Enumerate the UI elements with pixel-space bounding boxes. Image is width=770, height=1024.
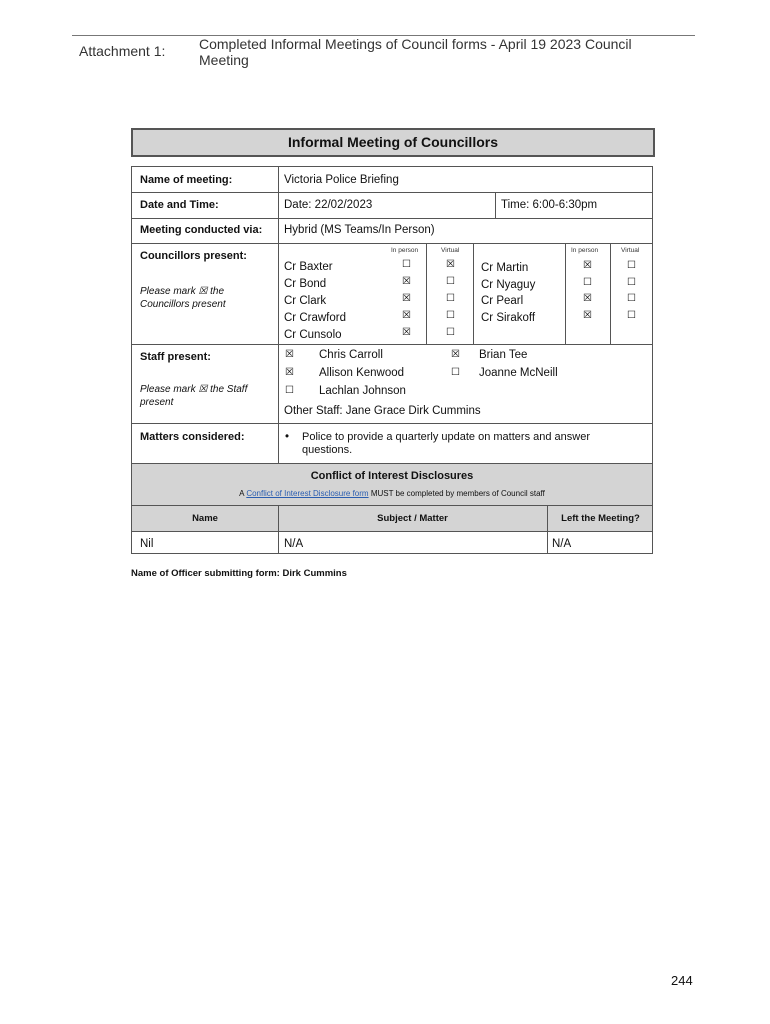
name-of-meeting-label: Name of meeting: [140,174,233,186]
staff-checkbox-5[interactable]: ☐ [285,385,294,396]
councillors_left-name-4: Cr Crawford [284,312,346,324]
coi-form-link[interactable]: Conflict of Interest Disclosure form [246,489,369,498]
staff-checkbox-4[interactable]: ☐ [451,367,460,378]
col-left-header: Left the Meeting? [561,513,640,524]
councillors_left-virtual-checkbox-5[interactable]: ☐ [446,327,455,338]
councillors-present-label: Councillors present: [140,250,247,262]
col-in-person-left: In person [391,247,419,254]
officer-submitting: Name of Officer submitting form: Dirk Cummins [131,568,347,579]
date-time-label: Date and Time: [140,199,219,211]
councillors_left-in-person-checkbox-2[interactable]: ☒ [402,276,411,287]
name-of-meeting-value: Victoria Police Briefing [284,174,399,186]
time-value: Time: 6:00-6:30pm [501,199,598,211]
councillors_right-name-3: Cr Pearl [481,295,524,307]
conducted-via-label: Meeting conducted via: [140,224,263,236]
page-number: 244 [671,973,693,988]
staff-name-3: Allison Kenwood [319,367,405,379]
councillors_right-virtual-checkbox-1[interactable]: ☐ [627,260,636,271]
staff-checkbox-2[interactable]: ☒ [451,349,460,360]
other-staff: Other Staff: Jane Grace Dirk Cummins [284,405,481,417]
councillors_left-virtual-checkbox-4[interactable]: ☐ [446,310,455,321]
councillors_left-virtual-checkbox-1[interactable]: ☒ [446,259,455,270]
col-in-person-right: In person [571,247,599,254]
councillors_left-name-2: Cr Bond [284,278,327,290]
staff-name-4: Joanne McNeill [479,367,558,379]
councillors_right-name-2: Cr Nyaguy [481,278,536,291]
coi-note [132,489,652,498]
matters-label: Matters considered: [140,431,245,443]
col-subject-header: Subject / Matter [377,513,448,524]
councillors_left-name-5: Cr Cunsolo [284,329,342,341]
coi-title: Conflict of Interest Disclosures [310,470,474,482]
councillors_left-virtual-checkbox-3[interactable]: ☐ [446,293,455,304]
staff-name-2: Brian Tee [479,349,528,361]
councillors_right-in-person-checkbox-2[interactable]: ☐ [583,276,592,288]
councillors_right-virtual-checkbox-3[interactable]: ☐ [627,293,636,304]
staff-checkbox-1[interactable]: ☒ [285,349,294,360]
staff-name-1: Chris Carroll [319,349,383,361]
attachment-title: Completed Informal Meetings of Council forms - April 19 2023 Council Meeting [199,36,632,68]
conducted-via-value: Hybrid (MS Teams/In Person) [284,224,435,236]
date-value: Date: 22/02/2023 [284,199,373,211]
col-name-header: Name [192,513,218,524]
councillors_right-virtual-checkbox-4[interactable]: ☐ [627,309,636,321]
bullet-icon: • [285,431,290,443]
coi-row-left: N/A [552,538,572,550]
meeting-form-table [131,166,653,554]
councillors_left-name-1: Cr Baxter [284,261,333,273]
councillors_left-in-person-checkbox-3[interactable]: ☒ [402,293,411,304]
councillors_left-in-person-checkbox-4[interactable]: ☒ [402,310,411,321]
col-virtual-left: Virtual [441,247,460,254]
coi-row-name: Nil [140,538,154,550]
staff-note: Please mark ☒ the Staff present [140,384,248,408]
councillors_right-name-4: Cr Sirakoff [481,311,536,324]
coi-note-a: A [239,489,245,498]
form-title: Informal Meeting of Councillors [131,128,655,157]
matters-text: Police to provide a quarterly update on matters and answer questions. [302,431,590,456]
councillors_left-name-3: Cr Clark [284,295,327,307]
councillors_left-in-person-checkbox-5[interactable]: ☒ [402,327,411,338]
col-virtual-right: Virtual [621,247,640,254]
councillors_left-in-person-checkbox-1[interactable]: ☐ [402,259,411,270]
staff-name-5: Lachlan Johnson [319,385,406,397]
councillors_right-in-person-checkbox-1[interactable]: ☒ [583,260,592,271]
coi-note-b: MUST be completed by members of Council staff [370,489,545,498]
councillors_right-in-person-checkbox-4[interactable]: ☒ [583,309,592,321]
staff-present-label: Staff present: [140,351,211,363]
councillors_right-virtual-checkbox-2[interactable]: ☐ [627,276,636,288]
councillors_right-name-1: Cr Martin [481,262,529,274]
coi-row-subject: N/A [284,538,304,550]
attachment-label: Attachment 1: [79,43,166,59]
councillors-note: Please mark ☒ the Councillors present [140,286,226,310]
councillors_right-in-person-checkbox-3[interactable]: ☒ [583,293,592,304]
staff-checkbox-3[interactable]: ☒ [285,367,294,378]
councillors_left-virtual-checkbox-2[interactable]: ☐ [446,276,455,287]
